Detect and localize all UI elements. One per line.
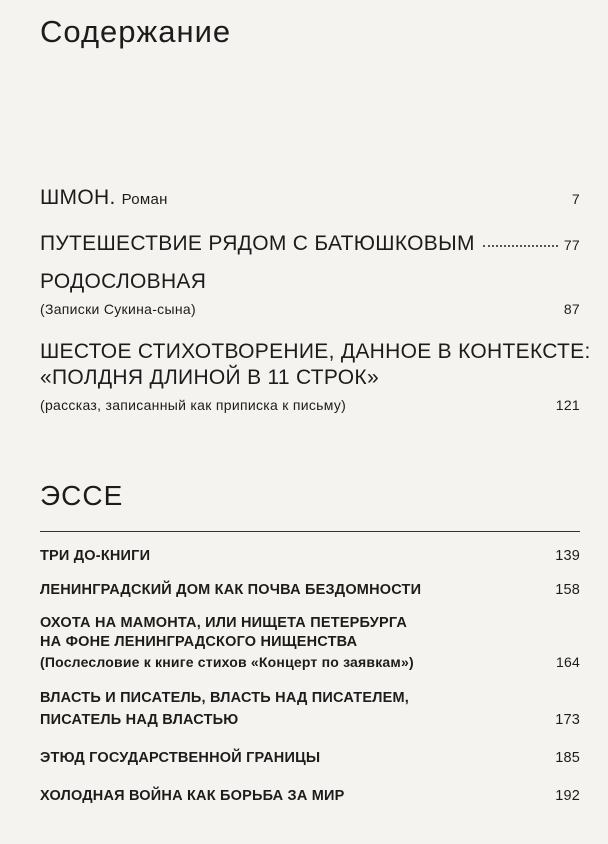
entry-title: ПУТЕШЕСТВИЕ РЯДОМ С БАТЮШКОВЫМ <box>40 232 475 255</box>
entry-page: 192 <box>555 787 580 804</box>
entry-page: 121 <box>555 397 580 413</box>
entry-page: 87 <box>563 301 580 317</box>
toc-entry-leningradskiy-dom <box>40 579 580 598</box>
toc-entry-kholodnaya-voyna <box>40 785 580 804</box>
entry-page: 7 <box>571 191 580 207</box>
entry-title-line-2: «ПОЛДНЯ ДЛИНОЙ В 11 СТРОК» <box>40 366 379 389</box>
entry-subtitle: (Записки Сукина-сына) <box>40 301 196 317</box>
contents-heading: Содержание <box>40 14 232 49</box>
entry-page: 173 <box>555 711 580 728</box>
toc-entry-shestoe-stikhotvorenie <box>40 340 591 413</box>
entry-title-line-1: ОХОТА НА МАМОНТА, ИЛИ НИЩЕТА ПЕТЕРБУРГА <box>40 615 408 631</box>
toc-entry-tri-do-knigi <box>40 545 580 564</box>
entry-page: 185 <box>555 749 580 766</box>
entry-title-line-1: ВЛАСТЬ И ПИСАТЕЛЬ, ВЛАСТЬ НАД ПИСАТЕЛЕМ, <box>40 690 409 706</box>
entry-title: ХОЛОДНАЯ ВОЙНА КАК БОРЬБА ЗА МИР <box>40 787 345 804</box>
entry-title-line-2: НА ФОНЕ ЛЕНИНГРАДСКОГО НИЩЕНСТВА <box>40 634 358 650</box>
toc-entry-okhota-na-mamonta <box>40 615 580 670</box>
entry-subtitle: (рассказ, записанный как приписка к письму) <box>40 397 347 413</box>
dot-leader <box>483 229 558 250</box>
toc-entry-etyud-granitsy <box>40 747 580 766</box>
entry-title: ШМОН. <box>40 186 116 209</box>
section-divider <box>40 531 580 532</box>
entry-genre: Роман <box>121 191 168 208</box>
entry-subtitle: (Послесловие к книге стихов «Концерт по заявкам») <box>40 654 414 670</box>
entry-page: 164 <box>556 654 580 670</box>
entry-title: ЭТЮД ГОСУДАРСТВЕННОЙ ГРАНИЦЫ <box>40 749 321 766</box>
entry-title: ЛЕНИНГРАДСКИЙ ДОМ КАК ПОЧВА БЕЗДОМНОСТИ <box>40 581 422 598</box>
entry-page: 158 <box>555 581 580 598</box>
toc-entry-rodoslovnaya <box>40 270 580 317</box>
entry-title-line-2: ПИСАТЕЛЬ НАД ВЛАСТЬЮ <box>40 711 239 728</box>
entry-title: РОДОСЛОВНАЯ <box>40 270 207 293</box>
toc-entry-vlast-i-pisatel <box>40 690 580 728</box>
entry-page: 139 <box>555 547 580 564</box>
entry-title-line-1: ШЕСТОЕ СТИХОТВОРЕНИЕ, ДАННОЕ В КОНТЕКСТЕ: <box>40 340 591 363</box>
entry-page: 77 <box>563 237 580 253</box>
entry-title: ТРИ ДО-КНИГИ <box>40 547 151 564</box>
toc-entry-batyushkov <box>40 229 580 256</box>
essays-heading: ЭССЕ <box>40 480 124 511</box>
toc-entry-shmon <box>40 183 580 210</box>
